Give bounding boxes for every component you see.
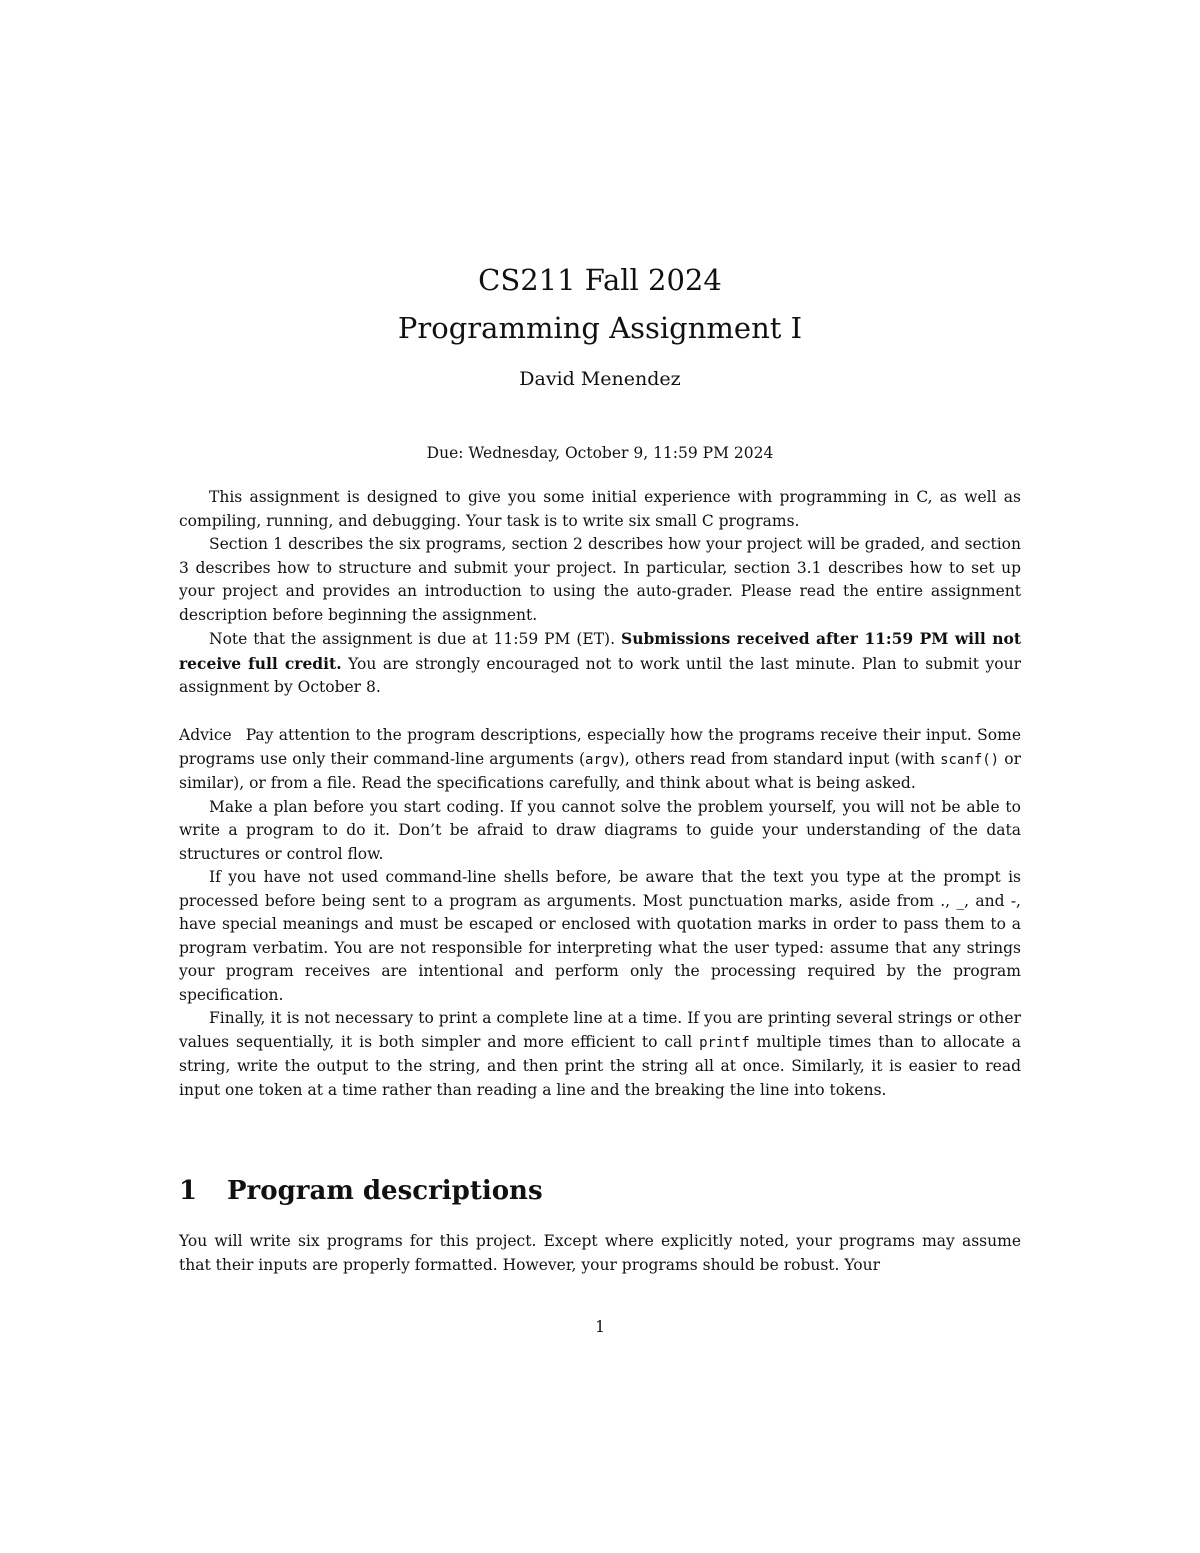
advice-paragraph-3: If you have not used command-line shells before, be aware that the text you type at the prompt is processed before being sent to a program as arguments. Most punctuation marks, aside from ., _, and -, have special meanings and must be escaped or enclosed with quotation marks in order to pass them to a program verbatim. You are not responsible for interpreting what the user typed: assume that any strings your program receives are intentional and perform only the processing required by the program specification. <box>179 868 1021 1004</box>
section1-paragraph-1: You will write six programs for this project. Except where explicitly noted, your programs may assume that their inputs are properly formatted. However, your programs should be robust. Your <box>179 1232 1021 1274</box>
late-submission-warning: Submissions received after 11:59 PM will not receive full credit. <box>179 629 1021 673</box>
intro-p3-end: You are strongly encouraged not to work until the last minute. Plan to submit your assignment by October 8. <box>179 654 1021 696</box>
page-number: 1 <box>595 1318 605 1336</box>
intro-section <box>179 486 1021 700</box>
advice-paragraph-1 <box>179 724 1021 796</box>
scanf-code: scanf() <box>940 751 1000 768</box>
section-title: Program descriptions <box>227 1176 543 1206</box>
printf-code: printf <box>699 1034 750 1051</box>
advice-p1-a: Pay attention to the program descriptions, especially how the programs receive their input. Some programs use only their command-line arguments ( <box>179 726 1021 768</box>
argv-code: argv <box>585 751 619 768</box>
intro-paragraph-1: This assignment is designed to give you some initial experience with programming in C, as well as compiling, running, and debugging. Your task is to write six small C programs. <box>179 488 1021 530</box>
advice-p1-b: ), others read from standard input (with <box>618 749 941 768</box>
advice-p4-b: multiple times than to allocate a string, write the output to the string, and then print the string all at once. Similarly, it is easier to read input one token at a time rather than reading a line and the breaking the line into tokens. <box>179 1032 1021 1099</box>
advice-paragraph-4 <box>179 1007 1021 1102</box>
advice-section <box>179 724 1021 1102</box>
advice-p1-c: or similar), or from a file. Read the specifications carefully, and think about what is being asked. <box>179 749 1021 792</box>
advice-heading: Advice <box>179 726 232 744</box>
title-line-assignment: Programming Assignment I <box>397 311 803 345</box>
section-heading-program-descriptions <box>179 1176 543 1206</box>
advice-paragraph-2: Make a plan before you start coding. If you cannot solve the problem yourself, you will not be able to write a program to do it. Don’t be afraid to draw diagrams to guide your understanding of the data structures or control flow. <box>179 797 1021 863</box>
author-name: David Menendez <box>519 368 681 390</box>
advice-p4-a: Finally, it is not necessary to print a complete line at a time. If you are printing several strings or other values sequentially, it is both simpler and more efficient to call <box>179 1009 1021 1051</box>
title-line-course: CS211 Fall 2024 <box>478 263 722 297</box>
intro-p3-start: Note that the assignment is due at 11:59 PM (ET). <box>209 630 616 648</box>
intro-paragraph-2: Section 1 describes the six programs, section 2 describes how your project will be graded, and section 3 describes how to structure and submit your project. In particular, section 3.1 describes how to set up your project and provides an introduction to using the auto-grader. Please read the entire assignment description before beginning the assignment. <box>179 535 1021 624</box>
document-title <box>0 256 1200 352</box>
due-date: Due: Wednesday, October 9, 11:59 PM 2024 <box>426 444 774 462</box>
intro-paragraph-3 <box>179 627 1021 700</box>
section-number: 1 <box>179 1176 198 1206</box>
section1-body <box>179 1230 1021 1277</box>
